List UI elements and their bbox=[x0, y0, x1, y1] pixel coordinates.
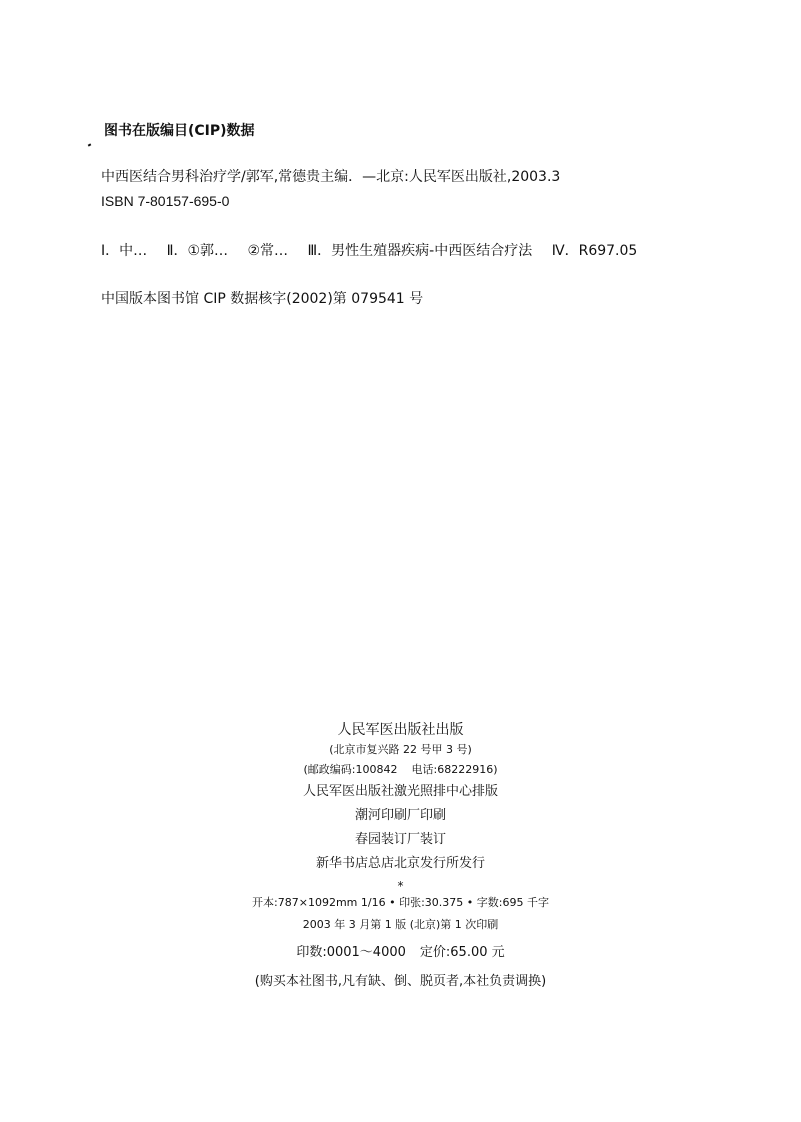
isbn-number: ISBN 7-80157-695-0 bbox=[101, 193, 230, 209]
edition-line: 2003 年 3 月第 1 版 (北京)第 1 次印刷 bbox=[302, 918, 499, 931]
subject-heading: ②常… bbox=[247, 243, 289, 259]
distribution-line: 新华书店总店北京发行所发行 bbox=[315, 856, 485, 871]
binding-line: 春园装订厂装订 bbox=[354, 832, 446, 847]
cip-subject-headings bbox=[101, 240, 652, 260]
print-run-price-line bbox=[0, 936, 801, 968]
publisher-line: 人民军医出版社出版 bbox=[337, 722, 464, 738]
format-specs: 开本:787×1092mm 1/16 • 印张:30.375 • 字数:695 千字 bbox=[252, 896, 549, 909]
publisher-address: (北京市复兴路 22 号甲 3 号) bbox=[329, 743, 472, 756]
cip-main-entry: 中西医结合男科治疗学/郭军,常德贵主编．—北京:人民军医出版社,2003.3 bbox=[101, 169, 561, 185]
cip-check-number: 中国版本图书馆 CIP 数据核字(2002)第 079541 号 bbox=[101, 291, 424, 307]
print-speck bbox=[88, 143, 92, 146]
return-notice: (购买本社图书,凡有缺、倒、脱页者,本社负责调换) bbox=[254, 974, 547, 989]
typesetting-line: 人民军医出版社激光照排中心排版 bbox=[302, 784, 498, 799]
printing-line: 潮河印刷厂印刷 bbox=[354, 808, 446, 823]
cip-heading: 图书在版编目(CIP)数据 bbox=[104, 123, 255, 139]
subject-heading: Ⅲ．男性生殖器疾病-中西医结合疗法 bbox=[307, 243, 533, 259]
colophon bbox=[0, 720, 801, 996]
subject-heading: Ⅱ．①郭… bbox=[166, 243, 229, 259]
postal-phone-line bbox=[0, 760, 801, 780]
price: 定价:65.00 元 bbox=[419, 945, 505, 960]
separator-star: * bbox=[397, 879, 404, 893]
postal-code: (邮政编码:100842 bbox=[303, 763, 398, 776]
subject-heading: Ⅰ．中… bbox=[101, 243, 148, 259]
classification-number: Ⅳ．R697.05 bbox=[551, 243, 638, 259]
phone-number: 电话:68222916) bbox=[411, 763, 498, 776]
print-run: 印数:0001～4000 bbox=[296, 945, 406, 960]
